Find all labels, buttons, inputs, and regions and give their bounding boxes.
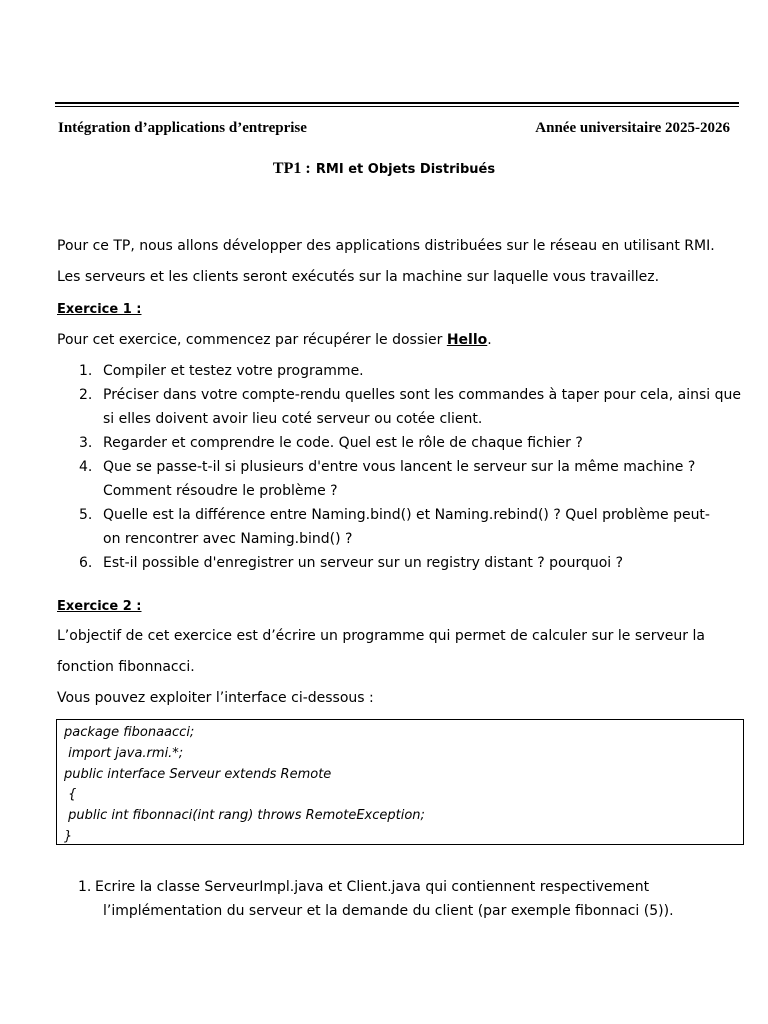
header-rule-thin: [55, 106, 739, 107]
academic-year: Année universitaire 2025-2026: [535, 120, 730, 136]
hello-folder-name: Hello: [446, 332, 488, 348]
title-subject: RMI et Objets Distribués: [315, 162, 496, 177]
item-number: 2.: [79, 387, 93, 403]
list-item: [78, 875, 738, 923]
code-line: public interface Serveur extends Remote: [64, 766, 332, 782]
code-line: package fibonaacci;: [64, 725, 195, 740]
header-rule-thick: [55, 102, 739, 104]
list-item: [57, 503, 747, 551]
item-text: Compiler et testez votre programme.: [103, 363, 364, 379]
item-number: 6.: [79, 555, 93, 571]
item-number: 1.: [79, 363, 93, 379]
interface-intro: Vous pouvez exploiter l’interface ci-dessous :: [57, 690, 374, 706]
exercise-1-questions: [57, 359, 747, 575]
item-text-continued: si elles doivent avoir lieu coté serveur ou cotée client.: [103, 411, 483, 427]
item-number: 4.: [79, 459, 93, 475]
item-text: Que se passe-t-il si plusieurs d'entre vous lancent le serveur sur la même machine ?: [103, 459, 696, 475]
code-block: [56, 719, 744, 845]
intro-line-1: Pour ce TP, nous allons développer des applications distribuées sur le réseau en utilisant RMI.: [57, 238, 715, 254]
page-title: [0, 159, 768, 178]
item-number: 5.: [79, 507, 93, 523]
intro-line-2: Les serveurs et les clients seront exécutés sur la machine sur laquelle vous travaillez.: [57, 269, 660, 285]
list-item: [57, 551, 747, 575]
exercise-1-intro-end: .: [487, 332, 492, 348]
course-name: Intégration d’applications d’entreprise: [58, 120, 307, 136]
item-text: Ecrire la classe ServeurImpl.java et Client.java qui contiennent respectivement: [95, 879, 650, 895]
item-text: Préciser dans votre compte-rendu quelles sont les commandes à taper pour cela, ainsi que: [103, 387, 742, 403]
item-text: Regarder et comprendre le code. Quel est le rôle de chaque fichier ?: [103, 435, 583, 451]
code-line: import java.rmi.*;: [64, 745, 184, 761]
item-number: 1.: [78, 879, 92, 895]
item-text-continued: l’implémentation du serveur et la demande du client (par exemple fibonnaci (5)).: [103, 903, 674, 919]
item-text: Quelle est la différence entre Naming.bind() et Naming.rebind() ? Quel problème peut-: [103, 507, 710, 523]
item-text: Est-il possible d'enregistrer un serveur sur un registry distant ? pourquoi ?: [103, 555, 624, 571]
list-item: [57, 431, 747, 455]
list-item: [57, 455, 747, 503]
code-line: }: [64, 828, 73, 844]
list-item: [57, 359, 747, 383]
exercise-2-title: Exercice 2 :: [57, 599, 142, 614]
exercise-2-objective-line-1: L’objectif de cet exercice est d’écrire un programme qui permet de calculer sur le serveur la: [57, 628, 705, 644]
exercise-2-objective-line-2: fonction fibonnacci.: [57, 659, 195, 675]
exercise-1-intro: [57, 332, 492, 348]
list-item: [57, 383, 747, 431]
exercise-1-title: Exercice 1 :: [57, 302, 142, 317]
item-text-continued: on rencontrer avec Naming.bind() ?: [103, 531, 353, 547]
exercise-1-intro-text: Pour cet exercice, commencez par récupérer le dossier: [57, 332, 447, 348]
exercise-2-tasks: [78, 875, 738, 923]
item-number: 3.: [79, 435, 93, 451]
code-line: public int fibonnaci(int rang) throws RemoteException;: [64, 808, 425, 824]
item-text-continued: Comment résoudre le problème ?: [103, 483, 338, 499]
code-line: {: [64, 787, 77, 803]
title-tp: TP1 :: [272, 160, 311, 177]
